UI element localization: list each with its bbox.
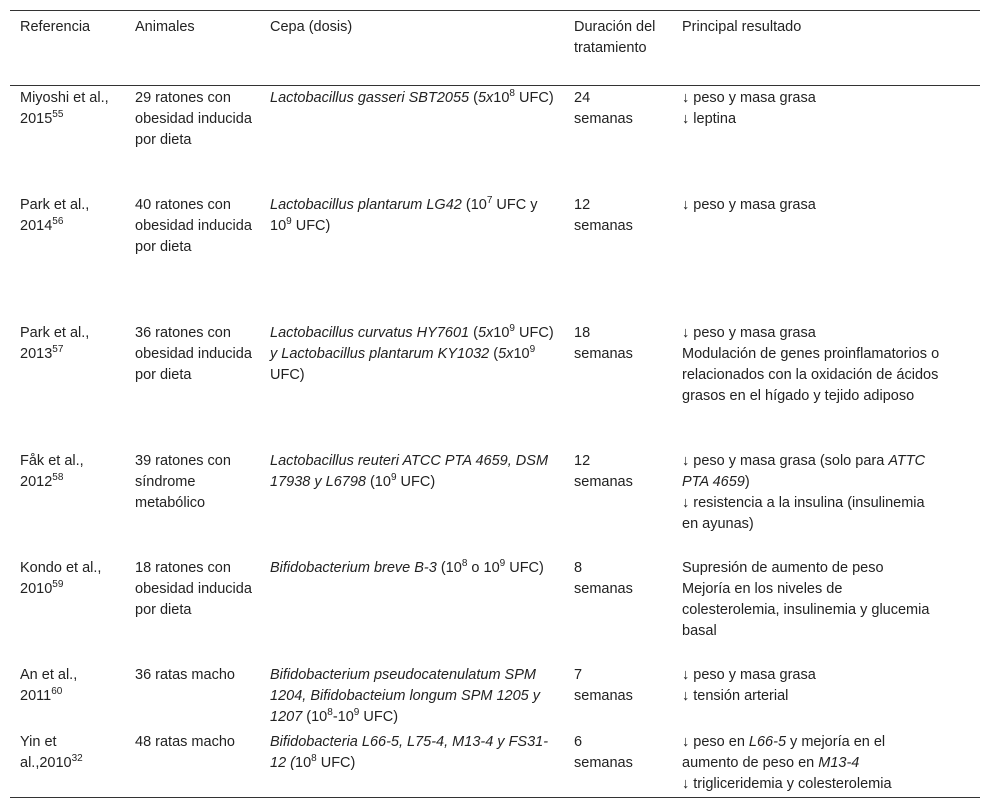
italic-text: Lactobacillus reuteri ATCC PTA 4659, DSM 17938 y L6798 <box>270 452 549 490</box>
superscript: 8 <box>311 752 317 764</box>
italic-text: Lactobacillus curvatus HY7601 <box>270 324 470 341</box>
table-container <box>10 10 980 798</box>
result-line <box>682 451 940 493</box>
cell-animales: 39 ratones con síndrome metabólico <box>135 452 231 511</box>
text-run: UFC) <box>514 324 554 341</box>
text-run: ↓ peso y masa grasa <box>682 90 816 106</box>
italic-text: L66-5 <box>748 733 787 750</box>
reference-text: Kondo et al., 2010 <box>20 559 102 597</box>
table-row <box>10 449 980 556</box>
reference-text: Yin et al.,2010 <box>20 733 72 771</box>
result-line <box>682 579 940 642</box>
cell-cepa <box>260 449 564 556</box>
cell-animales: 40 ratones con obesidad inducida por dieta <box>135 196 252 255</box>
reference-number: 57 <box>52 343 64 355</box>
text-run: 10 <box>295 754 312 771</box>
cell-cepa <box>260 321 564 449</box>
italic-text: Lactobacillus gasseri SBT2055 <box>270 90 470 106</box>
header-resultado: Principal resultado <box>682 19 802 35</box>
superscript: 8 <box>461 557 468 569</box>
text-run: ( <box>469 324 478 341</box>
cell-resultado <box>672 663 980 730</box>
cell-animales: 18 ratones con obesidad inducida por dieta <box>135 559 252 618</box>
text-run: ↓ peso y masa grasa (solo para <box>682 452 889 469</box>
text-run: 10 <box>513 345 530 362</box>
reference-text: Park et al., 2013 <box>20 324 90 362</box>
result-line <box>682 774 940 795</box>
result-line <box>682 323 940 344</box>
superscript: 9 <box>509 322 515 334</box>
text-run: (10 <box>436 559 462 576</box>
cell-duracion: 7 semanas <box>574 666 633 704</box>
table-row <box>10 556 980 663</box>
italic-text: 5x <box>477 90 494 106</box>
cell-duracion: 6 semanas <box>574 733 633 771</box>
result-line <box>682 195 940 216</box>
header-duracion: Duración del tratamiento <box>574 19 656 56</box>
text-run: ↓ resistencia a la insulina (insulinemia en ayunas) <box>682 494 925 532</box>
text-run: UFC) <box>505 559 544 576</box>
cell-resultado <box>672 449 980 556</box>
cell-cepa <box>260 730 564 798</box>
result-line <box>682 732 940 774</box>
superscript: 9 <box>529 343 536 355</box>
cell-resultado <box>672 321 980 449</box>
superscript: 7 <box>486 194 493 206</box>
text-run: UFC) <box>316 754 356 771</box>
reference-number: 55 <box>52 109 64 121</box>
text-run: UFC) <box>514 90 554 106</box>
text-run: (10 <box>302 708 328 725</box>
italic-text: 5x <box>477 324 494 341</box>
text-run: 10 <box>493 324 510 341</box>
text-run: UFC) <box>291 217 331 234</box>
text-run: ↓ trigliceridemia y colesterolemia <box>682 775 892 792</box>
reference-number: 60 <box>51 685 63 697</box>
result-line <box>682 558 940 579</box>
reference-number: 58 <box>52 471 64 483</box>
superscript: 9 <box>499 557 506 569</box>
text-run: Modulación de genes proinflamatorios o relacionados con la oxidación de ácidos grasos en el hígado y tejido adiposo <box>682 345 940 404</box>
text-run: -10 <box>332 708 354 725</box>
text-run: o 10 <box>467 559 500 576</box>
text-run: UFC y 10 <box>270 196 538 234</box>
text-run: Supresión de aumento de peso <box>682 559 884 576</box>
reference-number: 32 <box>71 752 83 764</box>
cell-referencia <box>10 663 125 730</box>
italic-text: Bifidobacterium pseudocatenulatum SPM 1204, Bifidobacteium longum SPM 1205 y 1207 <box>270 666 541 725</box>
text-run: Mejoría en los niveles de colesterolemia, insulinemia y glucemia basal <box>682 580 930 639</box>
table-row <box>10 321 980 449</box>
cell-duracion: 8 semanas <box>574 559 633 597</box>
cell-referencia <box>10 449 125 556</box>
text-run: (10 <box>365 473 391 490</box>
cell-cepa <box>260 663 564 730</box>
text-run: ↓ peso y masa grasa <box>682 196 816 213</box>
text-run: ↓ tensión arterial <box>682 687 789 704</box>
cell-duracion: 12 semanas <box>574 452 633 490</box>
superscript: 9 <box>390 471 397 483</box>
cell-animales: 36 ratas macho <box>135 666 235 683</box>
cell-animales: 36 ratones con obesidad inducida por dieta <box>135 324 252 383</box>
italic-text: y Lactobacillus plantarum KY1032 <box>270 345 490 362</box>
cell-referencia <box>10 556 125 663</box>
result-line <box>682 665 940 686</box>
text-run: (10 <box>461 196 487 213</box>
cell-referencia <box>10 86 125 193</box>
cell-resultado <box>672 556 980 663</box>
table-row <box>10 663 980 730</box>
cell-cepa <box>260 556 564 663</box>
header-animales: Animales <box>135 19 195 35</box>
cell-duracion: 12 semanas <box>574 196 633 234</box>
cell-cepa <box>260 86 564 193</box>
cell-resultado <box>672 730 980 798</box>
text-run: ) <box>744 473 750 490</box>
header-row <box>10 11 980 86</box>
cell-animales: 48 ratas macho <box>135 733 235 750</box>
text-run: ↓ leptina <box>682 111 737 127</box>
superscript: 9 <box>286 215 292 227</box>
table-header <box>10 11 980 86</box>
cell-duracion: 18 semanas <box>574 324 633 362</box>
text-run: ↓ peso y masa grasa <box>682 324 816 341</box>
reference-number: 56 <box>52 215 64 227</box>
cell-referencia <box>10 730 125 798</box>
reference-number: 59 <box>52 578 64 590</box>
cell-animales: 29 ratones con obesidad inducida por dieta <box>135 90 252 148</box>
italic-text: Lactobacillus plantarum LG42 <box>270 196 462 213</box>
italic-text: ATTC PTA 4659 <box>682 452 926 490</box>
text-run: ( <box>469 90 478 106</box>
cell-referencia <box>10 321 125 449</box>
cell-resultado <box>672 86 980 193</box>
text-run: UFC) <box>359 708 399 725</box>
text-run: UFC) <box>270 366 305 383</box>
table-row <box>10 730 980 798</box>
reference-text: Miyoshi et al., 2015 <box>20 90 109 127</box>
header-cepa: Cepa (dosis) <box>270 19 353 35</box>
reference-text: Park et al., 2014 <box>20 196 90 234</box>
text-run: ( <box>489 345 499 362</box>
result-line <box>682 686 940 707</box>
italic-text: Bifidobacterium breve B-3 <box>270 559 437 576</box>
text-run: ↓ peso en <box>682 733 749 750</box>
probiotics-studies-table <box>10 10 980 798</box>
text-run: UFC) <box>396 473 436 490</box>
result-line <box>682 493 940 535</box>
table-row <box>10 86 980 193</box>
text-run: 10 <box>493 90 510 106</box>
result-line <box>682 109 940 130</box>
cell-cepa <box>260 193 564 321</box>
reference-text: An et al., 2011 <box>20 666 78 704</box>
italic-text: 5x <box>498 345 514 362</box>
italic-text: M13-4 <box>818 754 860 771</box>
text-run: ↓ peso y masa grasa <box>682 666 816 683</box>
header-referencia: Referencia <box>20 19 91 35</box>
table-body <box>10 86 980 798</box>
result-line <box>682 344 940 407</box>
text-run: y mejoría en el aumento de peso en <box>682 733 886 771</box>
superscript: 9 <box>353 706 360 718</box>
superscript: 8 <box>327 706 333 718</box>
result-line <box>682 88 940 109</box>
superscript: 8 <box>509 88 515 100</box>
cell-resultado <box>672 193 980 321</box>
cell-duracion: 24 semanas <box>574 90 633 127</box>
reference-text: Fåk et al., 2012 <box>20 452 84 490</box>
italic-text: Bifidobacteria L66-5, L75-4, M13-4 y FS31-12 ( <box>270 733 549 771</box>
cell-referencia <box>10 193 125 321</box>
table-row <box>10 193 980 321</box>
